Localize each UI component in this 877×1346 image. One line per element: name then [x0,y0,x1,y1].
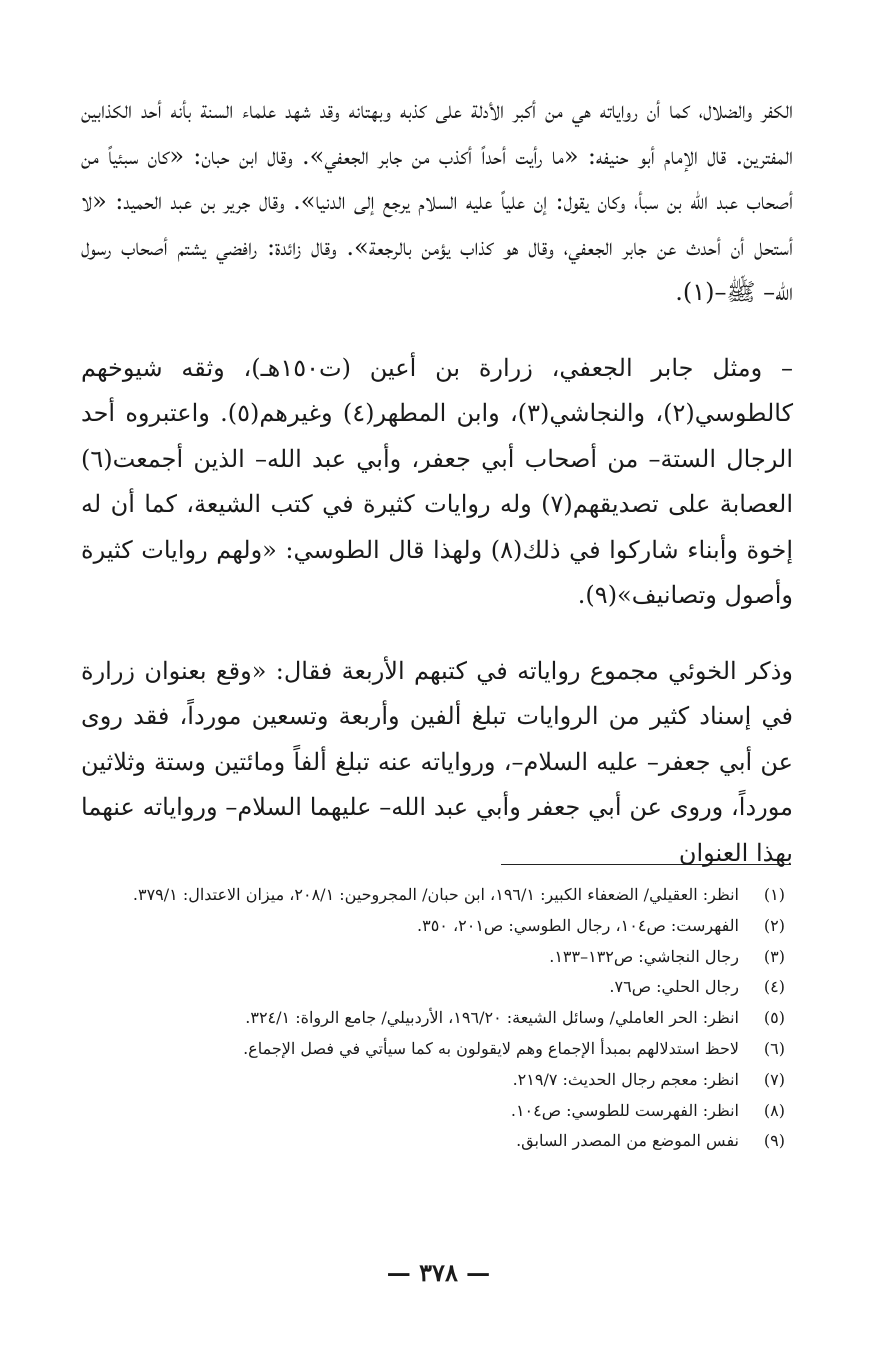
paragraph-1: الكفر والضلال، كما أن رواياته هي من أكبر الأدلة على كذبه وبهتانه وقد شهد علماء السنة بأنه أحد الكذابين المفترين. قال الإمام أبو حنيفه: «ما رأيت أحداً أكذب من جابر الجعفي». وقال ابن حبان: «كان سبئياً من أصحاب عبد الله بن سبأ، وكان يقول: إن علياً عليه السلام يرجع إلى الدنيا». وقال جرير بن عبد الحميد: «لا أستحل أن أحدث عن جابر الجعفي، وقال هو كذاب يؤمن بالرجعة». وقال زائدة: رافضي يشتم أصحاب رسول الله– ﷺ–(١). [81,96,793,306]
footnote-text: انظر: العقيلي/ الضعفاء الكبير: ١٩٦/١، ابن حبان/ المجروحين: ٢٠٨/١، ميزان الاعتدال: ٣٧٩/١. [132,885,739,904]
footnote-number: (٦) [763,1038,785,1058]
footnote-text: لاحظ استدلالهم بمبدأ الإجماع وهم لايقولون به كما سيأتي في فصل الإجماع. [243,1038,739,1058]
footnote-item [79,1034,791,1064]
footnote-item [79,942,791,972]
footnote-text: الفهرست: ص١٠٤، رجال الطوسي: ص٢٠١، ٣٥٠. [417,915,739,935]
footnote-number: (٢) [763,915,785,935]
footnote-number: (٨) [763,1100,785,1120]
footnote-item [79,1126,791,1156]
footnote-text: نفس الموضع من المصدر السابق. [516,1131,739,1151]
footnote-text: انظر: الحر العاملي/ وسائل الشيعة: ١٩٦/٢٠، الأردبيلي/ جامع الرواة: ٣٢٤/١. [245,1008,739,1028]
paragraph-2: – ومثل جابر الجعفي، زرارة بن أعين (ت١٥٠هـ)، وثقه شيوخهم كالطوسي(٢)، والنجاشي(٣)، وابن المطهر(٤) وغيرهم(٥). واعتبروه أحد الرجال الستة– من أصحاب أبي جعفر، وأبي عبد الله– الذين أجمعت(٦) العصابة على تصديقهم(٧) وله روايات كثيرة في كتب الشيعة، كما أن له إخوة وأبناء شاركوا في ذلك(٨) ولهذا قال الطوسي: «ولهم روايات كثيرة وأصول وتصانيف»(٩). [81,353,794,609]
footnote-text: رجال النجاشي: ص١٣٢–١٣٣. [549,946,739,966]
footnote-item [79,911,791,941]
footnote-number: (٩) [763,1131,785,1151]
main-text [81,88,793,876]
footnote-separator [501,864,791,865]
footnote-item [79,1003,791,1033]
paragraph-3: وذكر الخوئي مجموع رواياته في كتبهم الأربعة فقال: «وقع بعنوان زرارة في إسناد كثير من الروايات تبلغ ألفين وأربعة وتسعين مورداً، فقد روى عن أبي جعفر– عليه السلام–، ورواياته عنه تبلغ ألفاً ومائتين وستة وثلاثين مورداً، وروى عن أبي جعفر وأبي عبد الله– عليهما السلام– ورواياته عنهما بهذا العنوان [81,656,793,867]
footnote-text: انظر: معجم رجال الحديث: ٢١٩/٧. [512,1069,739,1089]
page-number: — ٣٧٨ — [386,1258,491,1287]
footnote-item [79,972,791,1002]
footnote-number: (٧) [763,1069,785,1089]
footnote-number: (٤) [763,977,785,997]
footnote-number: (١) [763,885,785,904]
footnote-text: انظر: الفهرست للطوسي: ص١٠٤. [510,1100,739,1120]
footnote-item [79,880,791,910]
footnote-item [79,1096,791,1126]
footnote-text: رجال الحلي: ص٧٦. [609,977,739,997]
footnote-number: (٣) [763,946,785,966]
footnote-number: (٥) [763,1008,785,1028]
footnotes-list [79,880,791,1157]
footnote-item [79,1065,791,1095]
